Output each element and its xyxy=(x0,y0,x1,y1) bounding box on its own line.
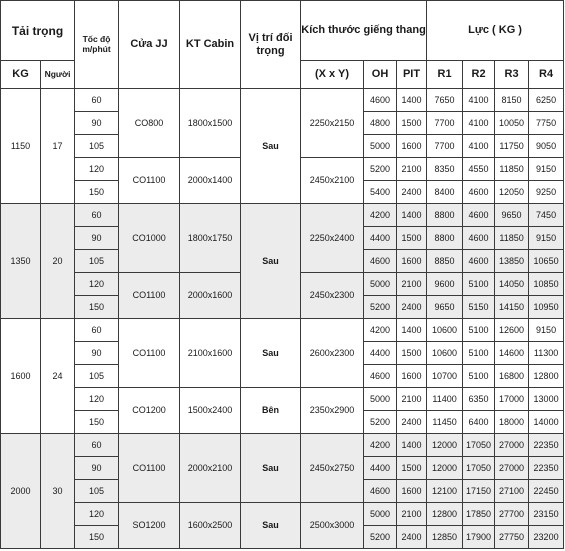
oh-cell: 4600 xyxy=(364,365,397,388)
header-luc: Lực ( KG ) xyxy=(427,1,564,61)
header-cua-jj: Cửa JJ xyxy=(119,1,180,89)
door-cell: CO1100 xyxy=(119,273,180,319)
r1-cell: 11450 xyxy=(427,411,463,434)
speed-cell: 150 xyxy=(75,296,119,319)
cabin-cell: 2000x1600 xyxy=(180,273,241,319)
pit-cell: 1600 xyxy=(397,250,427,273)
r4-cell: 12800 xyxy=(529,365,564,388)
r1-cell: 8800 xyxy=(427,204,463,227)
oh-cell: 5000 xyxy=(364,135,397,158)
header-kg: KG xyxy=(1,61,41,89)
r2-cell: 4100 xyxy=(463,135,495,158)
r3-cell: 11850 xyxy=(495,227,529,250)
r3-cell: 14050 xyxy=(495,273,529,296)
xy-cell: 2450x2300 xyxy=(301,273,364,319)
r3-cell: 14600 xyxy=(495,342,529,365)
header-r1: R1 xyxy=(427,61,463,89)
r4-cell: 11300 xyxy=(529,342,564,365)
r1-cell: 12800 xyxy=(427,503,463,526)
door-cell: CO1100 xyxy=(119,158,180,204)
r2-cell: 4550 xyxy=(463,158,495,181)
group-2000 xyxy=(1,434,564,549)
oh-cell: 5000 xyxy=(364,503,397,526)
r1-cell: 8400 xyxy=(427,181,463,204)
r4-cell: 7450 xyxy=(529,204,564,227)
pit-cell: 1600 xyxy=(397,480,427,503)
r2-cell: 4100 xyxy=(463,89,495,112)
header-r4: R4 xyxy=(529,61,564,89)
kg-cell: 1350 xyxy=(1,204,41,319)
pit-cell: 2400 xyxy=(397,526,427,549)
r1-cell: 7650 xyxy=(427,89,463,112)
speed-cell: 60 xyxy=(75,319,119,342)
nguoi-cell: 30 xyxy=(41,434,75,549)
pit-cell: 1500 xyxy=(397,342,427,365)
xy-cell: 2600x2300 xyxy=(301,319,364,388)
pit-cell: 2400 xyxy=(397,411,427,434)
speed-cell: 150 xyxy=(75,526,119,549)
r4-cell: 14000 xyxy=(529,411,564,434)
r2-cell: 5100 xyxy=(463,342,495,365)
speed-cell: 105 xyxy=(75,135,119,158)
speed-cell: 90 xyxy=(75,112,119,135)
r4-cell: 13000 xyxy=(529,388,564,411)
speed-cell: 105 xyxy=(75,480,119,503)
r2-cell: 4600 xyxy=(463,204,495,227)
r3-cell: 12050 xyxy=(495,181,529,204)
pit-cell: 2100 xyxy=(397,388,427,411)
nguoi-cell: 17 xyxy=(41,89,75,204)
r4-cell: 22350 xyxy=(529,457,564,480)
group-1350 xyxy=(1,204,564,319)
r2-cell: 4100 xyxy=(463,112,495,135)
door-cell: CO1100 xyxy=(119,434,180,503)
cabin-cell: 1600x2500 xyxy=(180,503,241,549)
pit-cell: 1400 xyxy=(397,319,427,342)
r3-cell: 17000 xyxy=(495,388,529,411)
r4-cell: 23200 xyxy=(529,526,564,549)
r3-cell: 27000 xyxy=(495,457,529,480)
kg-cell: 1150 xyxy=(1,89,41,204)
door-cell: CO800 xyxy=(119,89,180,158)
position-cell: Sau xyxy=(241,434,301,503)
oh-cell: 4600 xyxy=(364,89,397,112)
oh-cell: 4600 xyxy=(364,250,397,273)
header-nguoi: Người xyxy=(41,61,75,89)
r2-cell: 4600 xyxy=(463,181,495,204)
oh-cell: 5200 xyxy=(364,158,397,181)
r2-cell: 17850 xyxy=(463,503,495,526)
table-row xyxy=(1,204,564,227)
door-cell: CO1000 xyxy=(119,204,180,273)
table-row xyxy=(1,503,564,526)
door-cell: CO1200 xyxy=(119,388,180,434)
r2-cell: 17050 xyxy=(463,434,495,457)
r4-cell: 10850 xyxy=(529,273,564,296)
table-row xyxy=(1,388,564,411)
xy-cell: 2350x2900 xyxy=(301,388,364,434)
position-cell: Sau xyxy=(241,319,301,388)
r2-cell: 5100 xyxy=(463,365,495,388)
r2-cell: 5100 xyxy=(463,273,495,296)
r3-cell: 10050 xyxy=(495,112,529,135)
cabin-cell: 2000x2100 xyxy=(180,434,241,503)
position-cell: Sau xyxy=(241,503,301,549)
kg-cell: 2000 xyxy=(1,434,41,549)
position-cell: Sau xyxy=(241,204,301,319)
oh-cell: 4400 xyxy=(364,457,397,480)
speed-cell: 105 xyxy=(75,250,119,273)
r1-cell: 8350 xyxy=(427,158,463,181)
oh-cell: 4600 xyxy=(364,480,397,503)
pit-cell: 2100 xyxy=(397,273,427,296)
r3-cell: 27750 xyxy=(495,526,529,549)
r4-cell: 10650 xyxy=(529,250,564,273)
header-tai-trong: Tải trọng xyxy=(1,1,75,61)
pit-cell: 1400 xyxy=(397,89,427,112)
r4-cell: 22350 xyxy=(529,434,564,457)
pit-cell: 1400 xyxy=(397,434,427,457)
cabin-cell: 1800x1750 xyxy=(180,204,241,273)
r1-cell: 9600 xyxy=(427,273,463,296)
pit-cell: 2400 xyxy=(397,181,427,204)
speed-cell: 90 xyxy=(75,227,119,250)
speed-cell: 150 xyxy=(75,411,119,434)
r1-cell: 10600 xyxy=(427,342,463,365)
speed-cell: 120 xyxy=(75,503,119,526)
r3-cell: 13850 xyxy=(495,250,529,273)
r1-cell: 11400 xyxy=(427,388,463,411)
r3-cell: 27000 xyxy=(495,434,529,457)
header-xy: (X x Y) xyxy=(301,61,364,89)
nguoi-cell: 20 xyxy=(41,204,75,319)
speed-cell: 60 xyxy=(75,434,119,457)
pit-cell: 1500 xyxy=(397,227,427,250)
cabin-cell: 1800x1500 xyxy=(180,89,241,158)
oh-cell: 4800 xyxy=(364,112,397,135)
pit-cell: 1500 xyxy=(397,112,427,135)
speed-cell: 60 xyxy=(75,89,119,112)
header-oh: OH xyxy=(364,61,397,89)
header-kt-cabin: KT Cabin xyxy=(180,1,241,89)
r1-cell: 8850 xyxy=(427,250,463,273)
oh-cell: 4200 xyxy=(364,434,397,457)
pit-cell: 1600 xyxy=(397,135,427,158)
xy-cell: 2500x3000 xyxy=(301,503,364,549)
r4-cell: 9250 xyxy=(529,181,564,204)
r3-cell: 14150 xyxy=(495,296,529,319)
r1-cell: 12000 xyxy=(427,434,463,457)
group-1150 xyxy=(1,89,564,204)
r3-cell: 18000 xyxy=(495,411,529,434)
r4-cell: 22450 xyxy=(529,480,564,503)
r2-cell: 6400 xyxy=(463,411,495,434)
cabin-cell: 2100x1600 xyxy=(180,319,241,388)
r2-cell: 17150 xyxy=(463,480,495,503)
r2-cell: 5150 xyxy=(463,296,495,319)
r3-cell: 12600 xyxy=(495,319,529,342)
pit-cell: 1600 xyxy=(397,365,427,388)
oh-cell: 5000 xyxy=(364,273,397,296)
r4-cell: 9150 xyxy=(529,227,564,250)
oh-cell: 4200 xyxy=(364,204,397,227)
cabin-cell: 2000x1400 xyxy=(180,158,241,204)
r4-cell: 9050 xyxy=(529,135,564,158)
kg-cell: 1600 xyxy=(1,319,41,434)
oh-cell: 4200 xyxy=(364,319,397,342)
r3-cell: 27100 xyxy=(495,480,529,503)
xy-cell: 2450x2100 xyxy=(301,158,364,204)
r2-cell: 6350 xyxy=(463,388,495,411)
r4-cell: 23150 xyxy=(529,503,564,526)
r3-cell: 9650 xyxy=(495,204,529,227)
speed-cell: 90 xyxy=(75,457,119,480)
position-cell: Bên xyxy=(241,388,301,434)
r3-cell: 11850 xyxy=(495,158,529,181)
header-kich-thuoc: Kích thước giếng thang xyxy=(301,1,427,61)
r1-cell: 7700 xyxy=(427,112,463,135)
pit-cell: 2400 xyxy=(397,296,427,319)
header-r3: R3 xyxy=(495,61,529,89)
pit-cell: 2100 xyxy=(397,503,427,526)
group-1600 xyxy=(1,319,564,434)
pit-cell: 1500 xyxy=(397,457,427,480)
r2-cell: 5100 xyxy=(463,319,495,342)
cabin-cell: 1500x2400 xyxy=(180,388,241,434)
r2-cell: 4600 xyxy=(463,227,495,250)
r3-cell: 16800 xyxy=(495,365,529,388)
oh-cell: 5200 xyxy=(364,526,397,549)
door-cell: CO1100 xyxy=(119,319,180,388)
r1-cell: 12100 xyxy=(427,480,463,503)
speed-cell: 150 xyxy=(75,181,119,204)
r1-cell: 10700 xyxy=(427,365,463,388)
oh-cell: 5000 xyxy=(364,388,397,411)
speed-cell: 90 xyxy=(75,342,119,365)
r3-cell: 11750 xyxy=(495,135,529,158)
oh-cell: 5200 xyxy=(364,411,397,434)
header-toc-do: Tốc độ m/phút xyxy=(75,1,119,89)
r4-cell: 6250 xyxy=(529,89,564,112)
r2-cell: 17050 xyxy=(463,457,495,480)
r4-cell: 10950 xyxy=(529,296,564,319)
door-cell: SO1200 xyxy=(119,503,180,549)
r1-cell: 10600 xyxy=(427,319,463,342)
header-pit: PIT xyxy=(397,61,427,89)
speed-cell: 105 xyxy=(75,365,119,388)
pit-cell: 2100 xyxy=(397,158,427,181)
speed-cell: 60 xyxy=(75,204,119,227)
oh-cell: 5400 xyxy=(364,181,397,204)
r4-cell: 9150 xyxy=(529,158,564,181)
oh-cell: 5200 xyxy=(364,296,397,319)
xy-cell: 2250x2150 xyxy=(301,89,364,158)
r2-cell: 4600 xyxy=(463,250,495,273)
position-cell: Sau xyxy=(241,89,301,204)
speed-cell: 120 xyxy=(75,388,119,411)
xy-cell: 2250x2400 xyxy=(301,204,364,273)
r4-cell: 7750 xyxy=(529,112,564,135)
xy-cell: 2450x2750 xyxy=(301,434,364,503)
r1-cell: 9650 xyxy=(427,296,463,319)
r1-cell: 8800 xyxy=(427,227,463,250)
r1-cell: 7700 xyxy=(427,135,463,158)
table-row xyxy=(1,319,564,342)
header-r2: R2 xyxy=(463,61,495,89)
table-row xyxy=(1,89,564,112)
pit-cell: 1400 xyxy=(397,204,427,227)
r1-cell: 12850 xyxy=(427,526,463,549)
r3-cell: 27700 xyxy=(495,503,529,526)
speed-cell: 120 xyxy=(75,273,119,296)
r3-cell: 8150 xyxy=(495,89,529,112)
oh-cell: 4400 xyxy=(364,342,397,365)
table-row xyxy=(1,434,564,457)
oh-cell: 4400 xyxy=(364,227,397,250)
speed-cell: 120 xyxy=(75,158,119,181)
header-vi-tri: Vị trí đối trọng xyxy=(241,1,301,89)
r2-cell: 17900 xyxy=(463,526,495,549)
nguoi-cell: 24 xyxy=(41,319,75,434)
r1-cell: 12000 xyxy=(427,457,463,480)
r4-cell: 9150 xyxy=(529,319,564,342)
